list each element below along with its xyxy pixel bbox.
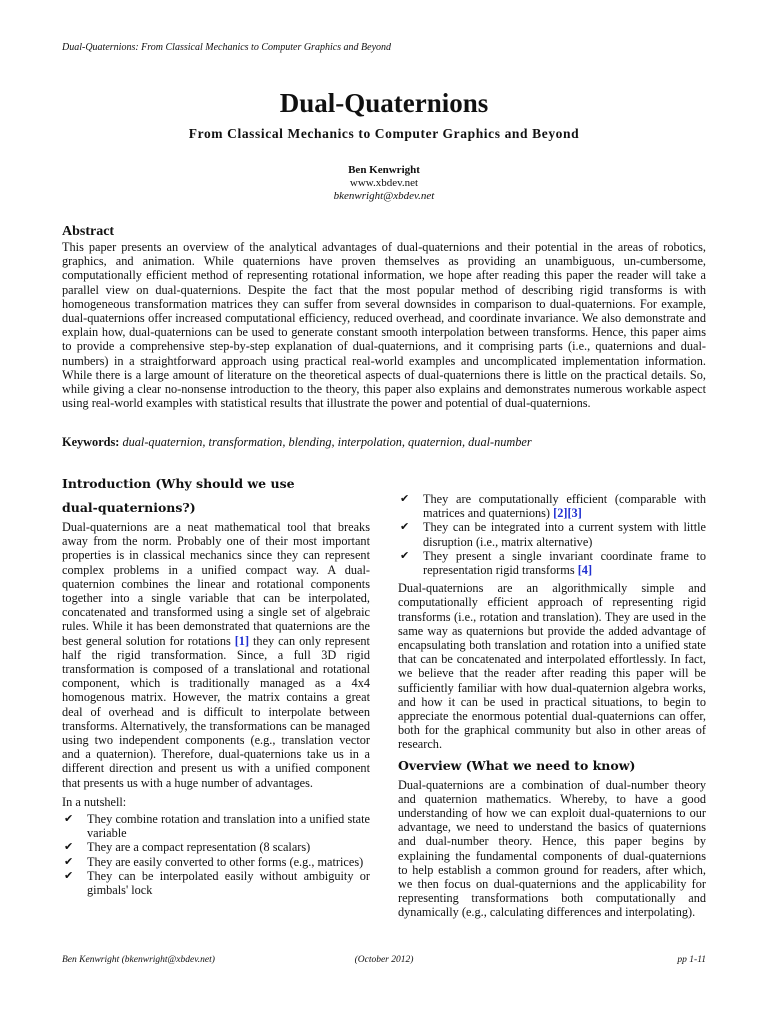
bullet-text: They can be interpolated easily without ambiguity or gimbals' lock [87, 868, 370, 898]
bullet-text: They combine rotation and translation into a unified state variable [87, 812, 370, 841]
checkmark-icon: ✔ [64, 855, 74, 868]
footer-date: (October 2012) [354, 955, 414, 965]
citation-link[interactable]: [4] [577, 563, 593, 578]
intro-heading [62, 472, 370, 520]
paper-title: Dual-Quaternions [279, 88, 489, 118]
keywords-value: dual-quaternion, transformation, blending, interpolation, quaternion, dual-number [122, 435, 532, 449]
list-item [398, 520, 706, 548]
intro-text-b: they can only represent half the rigid transformation. Since, a full 3D rigid transformation is composed of a translational and rotational component, which is traditionally managed as a 4x4 homogenous matrix. However, the matrix contains a great deal of overhead and is difficult to interpolate between transforms. Alternatively, the transformations can be managed using two independent components (e.g., translation vector and a quaternion). Therefore, dual-quaternions take us in a different direction and present us with a unified component that presents us with a huge number of advantages. [62, 633, 370, 790]
list-item [62, 869, 370, 897]
abstract-text: This paper presents an overview of the analytical advantages of dual-quaternions and their potential in the areas of robotics, graphics, and animation. While quaternions have proven themselves as providing an unambiguous, un-cumbersome, computationally efficient method of representing rotational information, we hope after reading this paper the reader will take a parallel view on dual-quaternions. Despite the fact that the most popular method of describing rigid transforms is with homogeneous transformation matrices they can suffer from several downsides in comparison to dual-quaternions. For example, dual-quaternions offer increased computational efficiency, reduced overhead, and coordinate invariance. We also demonstrate and explain how, dual-quaternions can be used to generate constant smooth interpolation between transforms. Hence, this paper aims to provide a comprehensive step-by-step explanation of dual-quaternions, and it comprising parts (i.e., quaternions and dual-numbers) in a straightforward approach using practical real-world examples and uncomplicated implementation information. While there is a large amount of literature on the theoretical aspects of dual-quaternions there is little on the practical details. So, while giving a clear no-nonsense introduction to the theory, this paper also explains and demonstrates numerous workable aspect using real-world examples with statistical results that illustrate the power and potential of dual-quaternions. [62, 240, 706, 411]
checkmark-icon: ✔ [64, 869, 74, 882]
checkmark-icon: ✔ [400, 549, 410, 562]
checkmark-icon: ✔ [64, 813, 74, 826]
overview-paragraph: Dual-quaternions are a combination of dual-number theory and quaternion mathematics. Whereby, to have a good understanding of how we can exploit dual-quaternions to our advantage, we need to understand the basics of quaternions and dual-number theory. Hence, this paper begins by explaining the fundamental components of dual-quaternions to help establish a common ground for readers, after which, we then focus on dual-quaternions and the applicability for representing transformations both computationally and dynamically (e.g., calculating differences and interpolating). [398, 777, 706, 920]
bullet-text: They are a compact representation (8 scalars) [87, 840, 311, 855]
checkmark-icon: ✔ [400, 521, 410, 534]
bullet-text: They can be integrated into a current system with little disruption (i.e., matrix alternative) [423, 520, 706, 549]
advantages-bullet-list [398, 492, 706, 577]
abstract-heading: Abstract [62, 224, 115, 239]
intro-heading-line2: dual-quaternions?) [62, 500, 196, 515]
footer-pages: pp 1-11 [677, 955, 706, 965]
left-column [62, 472, 370, 897]
list-item [62, 840, 370, 854]
bullet-text: They present a single invariant coordinate frame to representation rigid transforms [423, 548, 706, 578]
citation-link[interactable]: [1] [234, 633, 250, 648]
author-block [0, 164, 768, 203]
intro-bullet-list [62, 812, 370, 897]
author-name: Ben Kenwright [348, 164, 420, 176]
checkmark-icon: ✔ [400, 493, 410, 505]
intro-heading-line1: Introduction (Why should we use [62, 476, 295, 491]
citation-link[interactable]: [2][3] [553, 506, 582, 521]
author-email[interactable]: bkenwright@xbdev.net [333, 190, 435, 202]
dq-description-paragraph: Dual-quaternions are an algorithmically simple and computationally efficient approach of representing rigid transforms (i.e., rotation and translation). They are used in the same way as quaternions but provide the added advantage of encapsulating both translation and rotation into a unified state that can be concatenated and interpolated effortlessly. In fact, we believe that the reader after reading this paper will be sufficiently familiar with how dual-quaternion algebra works, and how it can be used in practical situations, to begin to appreciate the enormous potential dual-quaternions can offer, both for the graphical community but also in other areas of research. [398, 581, 706, 752]
list-item [62, 812, 370, 840]
list-item [398, 549, 706, 577]
footer-author: Ben Kenwright (bkenwright@xbdev.net) [62, 955, 215, 965]
intro-paragraph [62, 520, 370, 790]
bullet-text: They are computationally efficient (comparable with matrices and quaternions) [423, 492, 706, 521]
intro-text-a: Dual-quaternions are a neat mathematical tool that breaks away from the norm. Probably one of their most important properties is in classical mechanics since they can represent complex problems in a unified compact way. A dual-quaternion combines the linear and rotational components together into a single variable that can be interpolated, concatenated and transformed using a single set of algebraic rules. While it has been demonstrated that quaternions are the best general solution for rotations [62, 520, 370, 648]
keywords [62, 435, 532, 450]
right-column [398, 492, 706, 920]
running-header: Dual-Quaternions: From Classical Mechanics to Computer Graphics and Beyond [62, 42, 392, 53]
list-item [398, 492, 706, 520]
nutshell-label: In a nutshell: [62, 794, 127, 809]
keywords-label: Keywords: [62, 435, 120, 449]
list-item [62, 855, 370, 869]
checkmark-icon: ✔ [64, 841, 74, 854]
paper-subtitle: From Classical Mechanics to Computer Graphics and Beyond [188, 126, 580, 141]
overview-heading: Overview (What we need to know) [398, 757, 636, 773]
bullet-text: They are easily converted to other forms (e.g., matrices) [87, 854, 364, 869]
author-website[interactable]: www.xbdev.net [349, 177, 419, 189]
